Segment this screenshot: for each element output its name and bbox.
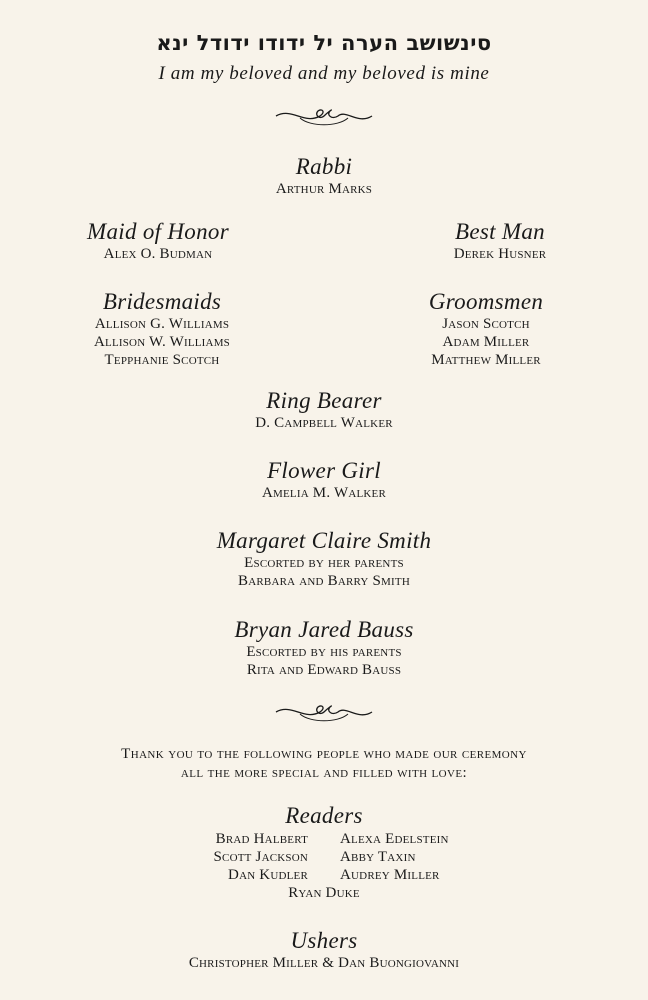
- reader-name: Scott Jackson: [213, 849, 308, 865]
- rabbi-title: Rabbi: [295, 154, 353, 179]
- readers-title-wrap: [0, 803, 648, 829]
- ring-bearer-section: [0, 388, 648, 432]
- ushers-names: Christopher Miller & Dan Buongiovanni: [188, 955, 460, 971]
- maid-of-honor-name: Alex O. Budman: [103, 246, 213, 262]
- reader-name: Abby Taxin: [340, 849, 416, 865]
- reader-name: Alexa Edelstein: [340, 831, 449, 847]
- flourish-ornament-icon: [274, 699, 374, 725]
- reader-name: Ryan Duke: [288, 885, 360, 901]
- groom-name: Bryan Jared Bauss: [234, 617, 414, 642]
- bride-name: Margaret Claire Smith: [216, 528, 432, 553]
- flourish-ornament-icon: [274, 103, 374, 129]
- ushers-section: [0, 928, 648, 972]
- flower-girl-name: Amelia M. Walker: [262, 485, 386, 501]
- bridesmaids-section: [60, 289, 264, 369]
- maid-of-honor-title: Maid of Honor: [87, 219, 229, 244]
- readers-title: Readers: [285, 803, 363, 828]
- groomsmen-section: [400, 289, 572, 369]
- rabbi-section: [0, 154, 648, 198]
- readers-right-column: [340, 830, 449, 884]
- rabbi-name: Arthur Marks: [275, 181, 373, 197]
- bridesmaid-name: Allison W. Williams: [94, 334, 230, 350]
- bride-section: [0, 528, 648, 590]
- ring-bearer-title: Ring Bearer: [266, 388, 382, 413]
- bride-escort-line: Escorted by her parents: [244, 555, 404, 571]
- bridesmaid-name: Tepphanie Scotch: [104, 352, 220, 368]
- bridesmaid-name: Allison G. Williams: [94, 316, 230, 332]
- thanks-line: all the more special and filled with love:: [180, 765, 468, 781]
- reader-name: Dan Kudler: [228, 867, 308, 883]
- groomsman-name: Jason Scotch: [442, 316, 530, 332]
- groomsman-name: Adam Miller: [442, 334, 530, 350]
- tagline: I am my beloved and my beloved is mine: [158, 63, 490, 84]
- reader-name: Brad Halbert: [215, 831, 308, 847]
- thanks-message: [0, 745, 648, 783]
- groom-escort-line: Escorted by his parents: [246, 644, 402, 660]
- ring-bearer-name: D. Campbell Walker: [255, 415, 393, 431]
- groomsmen-title: Groomsmen: [428, 289, 544, 314]
- best-man-title: Best Man: [455, 219, 545, 244]
- thanks-line: Thank you to the following people who made our ceremony: [121, 746, 527, 762]
- hebrew-verse: סינשושב הערה יל ידודו ידודל ינא: [156, 31, 492, 55]
- reader-name: Audrey Miller: [340, 867, 440, 883]
- bridesmaids-title: Bridesmaids: [102, 289, 222, 314]
- groom-section: [0, 617, 648, 679]
- readers-left-column: [214, 830, 308, 884]
- flower-girl-title: Flower Girl: [267, 458, 381, 483]
- maid-of-honor-section: [60, 219, 256, 263]
- bride-parents: Barbara and Barry Smith: [238, 573, 410, 589]
- flower-girl-section: [0, 458, 648, 502]
- ushers-title: Ushers: [290, 928, 358, 953]
- best-man-section: [400, 219, 600, 263]
- groom-parents: Rita and Edward Bauss: [246, 662, 402, 678]
- groomsman-name: Matthew Miller: [431, 352, 541, 368]
- best-man-name: Derek Husner: [453, 246, 547, 262]
